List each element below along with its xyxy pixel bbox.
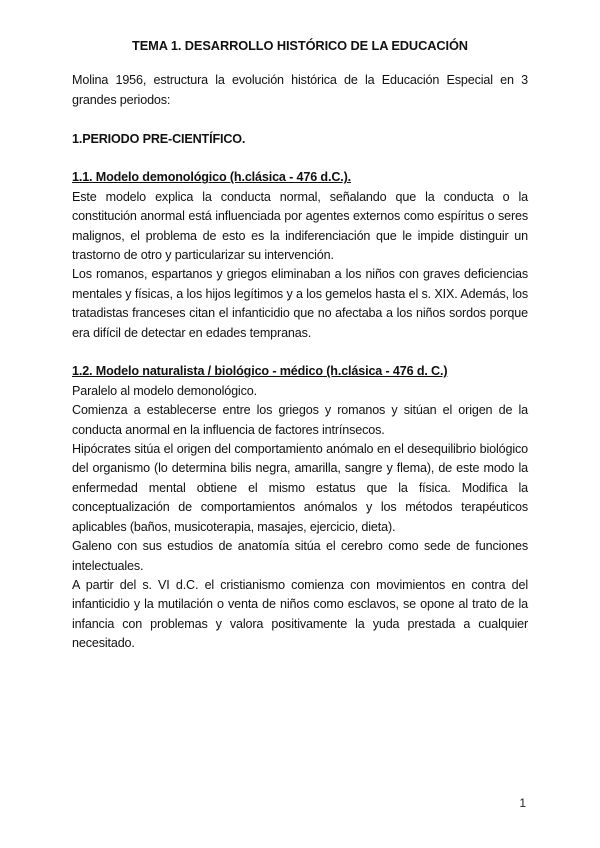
- document-title: TEMA 1. DESARROLLO HISTÓRICO DE LA EDUCACIÓN: [132, 38, 468, 53]
- paragraph-demonological-1: Este modelo explica la conducta normal, señalando que la conducta o la constitución anormal está influenciada por agentes externos como espíritus o seres malignos, el problema de esto es la indiferenciación que le impide distinguir un trastorno de otro y particularizar su intervención.: [72, 189, 528, 263]
- paragraph-naturalist-5: A partir del s. VI d.C. el cristianismo comienza con movimientos en contra del infanticidio y la mutilación o venta de niños como esclavos, se opone al trato de la infancia con problemas y valora positivamente la yuda prestada a cualquier necesitado.: [72, 577, 528, 651]
- spacer: [72, 110, 528, 129]
- paragraph-naturalist-1: Paralelo al modelo demonológico.: [72, 383, 257, 398]
- paragraph-naturalist-3: Hipócrates sitúa el origen del comportamiento anómalo en el desequilibrio biológico del organismo (lo determina bilis negra, amarilla, sangre y flema), de este modo la enfermedad mental obtiene el mismo estatus que la física. Modifica la conceptualización de comportamientos anómalos y los métodos terapéuticos aplicables (baños, musicoterapia, masajes, ejercicio, dieta).: [72, 442, 528, 534]
- subsection-heading-demonological: 1.1. Modelo demonológico (h.clásica - 476 d.C.).: [72, 170, 352, 185]
- section-heading-pre-scientific: 1.PERIODO PRE-CIENTÍFICO.: [72, 131, 246, 146]
- spacer: [72, 343, 528, 362]
- paragraph-demonological-2: Los romanos, espartanos y griegos eliminaban a los niños con graves deficiencias mentales y físicas, a los hijos legítimos y a los gemelos hasta el s. XIX. Además, los tratadistas franceses citan el infanticidio que no afectaba a los niños sordos porque era difícil de detectar en edades tempranas.: [72, 267, 528, 340]
- intro-paragraph: Molina 1956, estructura la evolución histórica de la Educación Especial en 3 grandes periodos:: [72, 73, 528, 107]
- document-page: [72, 36, 528, 654]
- page-number: 1: [519, 796, 526, 810]
- paragraph-naturalist-2: Comienza a establecerse entre los griegos y romanos y sitúan el origen de la conducta anormal en la influencia de factores intrínsecos.: [72, 403, 528, 437]
- spacer: [72, 149, 528, 168]
- paragraph-naturalist-4: Galeno con sus estudios de anatomía sitúa el cerebro como sede de funciones intelectuales.: [72, 539, 528, 573]
- subsection-heading-naturalist: 1.2. Modelo naturalista / biológico - médico (h.clásica - 476 d. C.): [72, 364, 448, 379]
